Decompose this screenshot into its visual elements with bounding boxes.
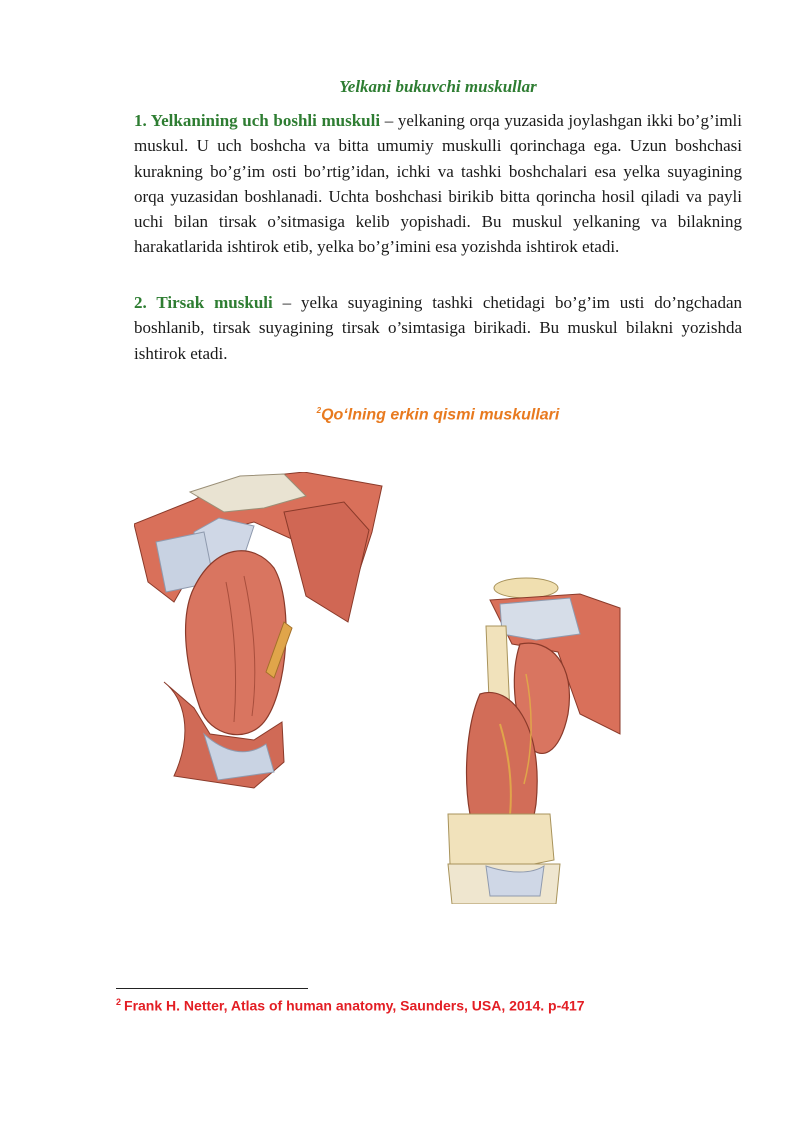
footnote-text: Frank H. Netter, Atlas of human anatomy, Saunders, USA, 2014. p-417	[124, 997, 585, 1014]
subheading-text: Qo‘lning erkin qismi muskullari	[321, 406, 560, 424]
section-subheading	[133, 406, 743, 424]
footnote-divider	[116, 988, 308, 989]
paragraph-triceps	[134, 108, 742, 260]
term-triceps: 1. Yelkanining uch boshli muskuli	[134, 111, 381, 130]
term-anconeus: 2. Tirsak muskuli	[134, 293, 273, 312]
footnote-marker: 2	[116, 997, 122, 1007]
anatomical-illustration-posterior-arm	[440, 574, 622, 904]
page-heading: Yelkani bukuvchi muskullar	[339, 77, 537, 96]
paragraph-anconeus-text: – yelka suyagining tashki chetidagi bo’g’im usti do’ngchadan boshlanib, tirsak suyagining tirsak o’simtasiga birikadi. Bu muskul bilakni yozishda ishtirok etadi.	[134, 293, 742, 363]
paragraph-triceps-text: – yelkaning orqa yuzasida joylashgan ikki bo’g’imli muskul. U uch boshcha va bitta umumiy muskulli qorinchaga ega. Uzun boshchasi kurakning bo’g’im osti bo’rtig’idan, ichki va tashki boshchalari esa yelka suyagining orqa yuzasidan boshlanadi. Uchta boshchasi birikib bitta qorincha hosil qiladi va payli uchi bilan tirsak o’sitmasiga kelib yopishadi. Bu muskul yelkaning va bilakning harakatlarida ishtirok etib, yelka bo’g’imini esa yozishda ishtirok etadi.	[134, 111, 742, 257]
paragraph-anconeus	[134, 290, 742, 366]
footnote	[116, 997, 585, 1014]
anatomical-illustration-anterior-arm	[134, 472, 384, 790]
footnote-reference: 2	[316, 406, 322, 415]
